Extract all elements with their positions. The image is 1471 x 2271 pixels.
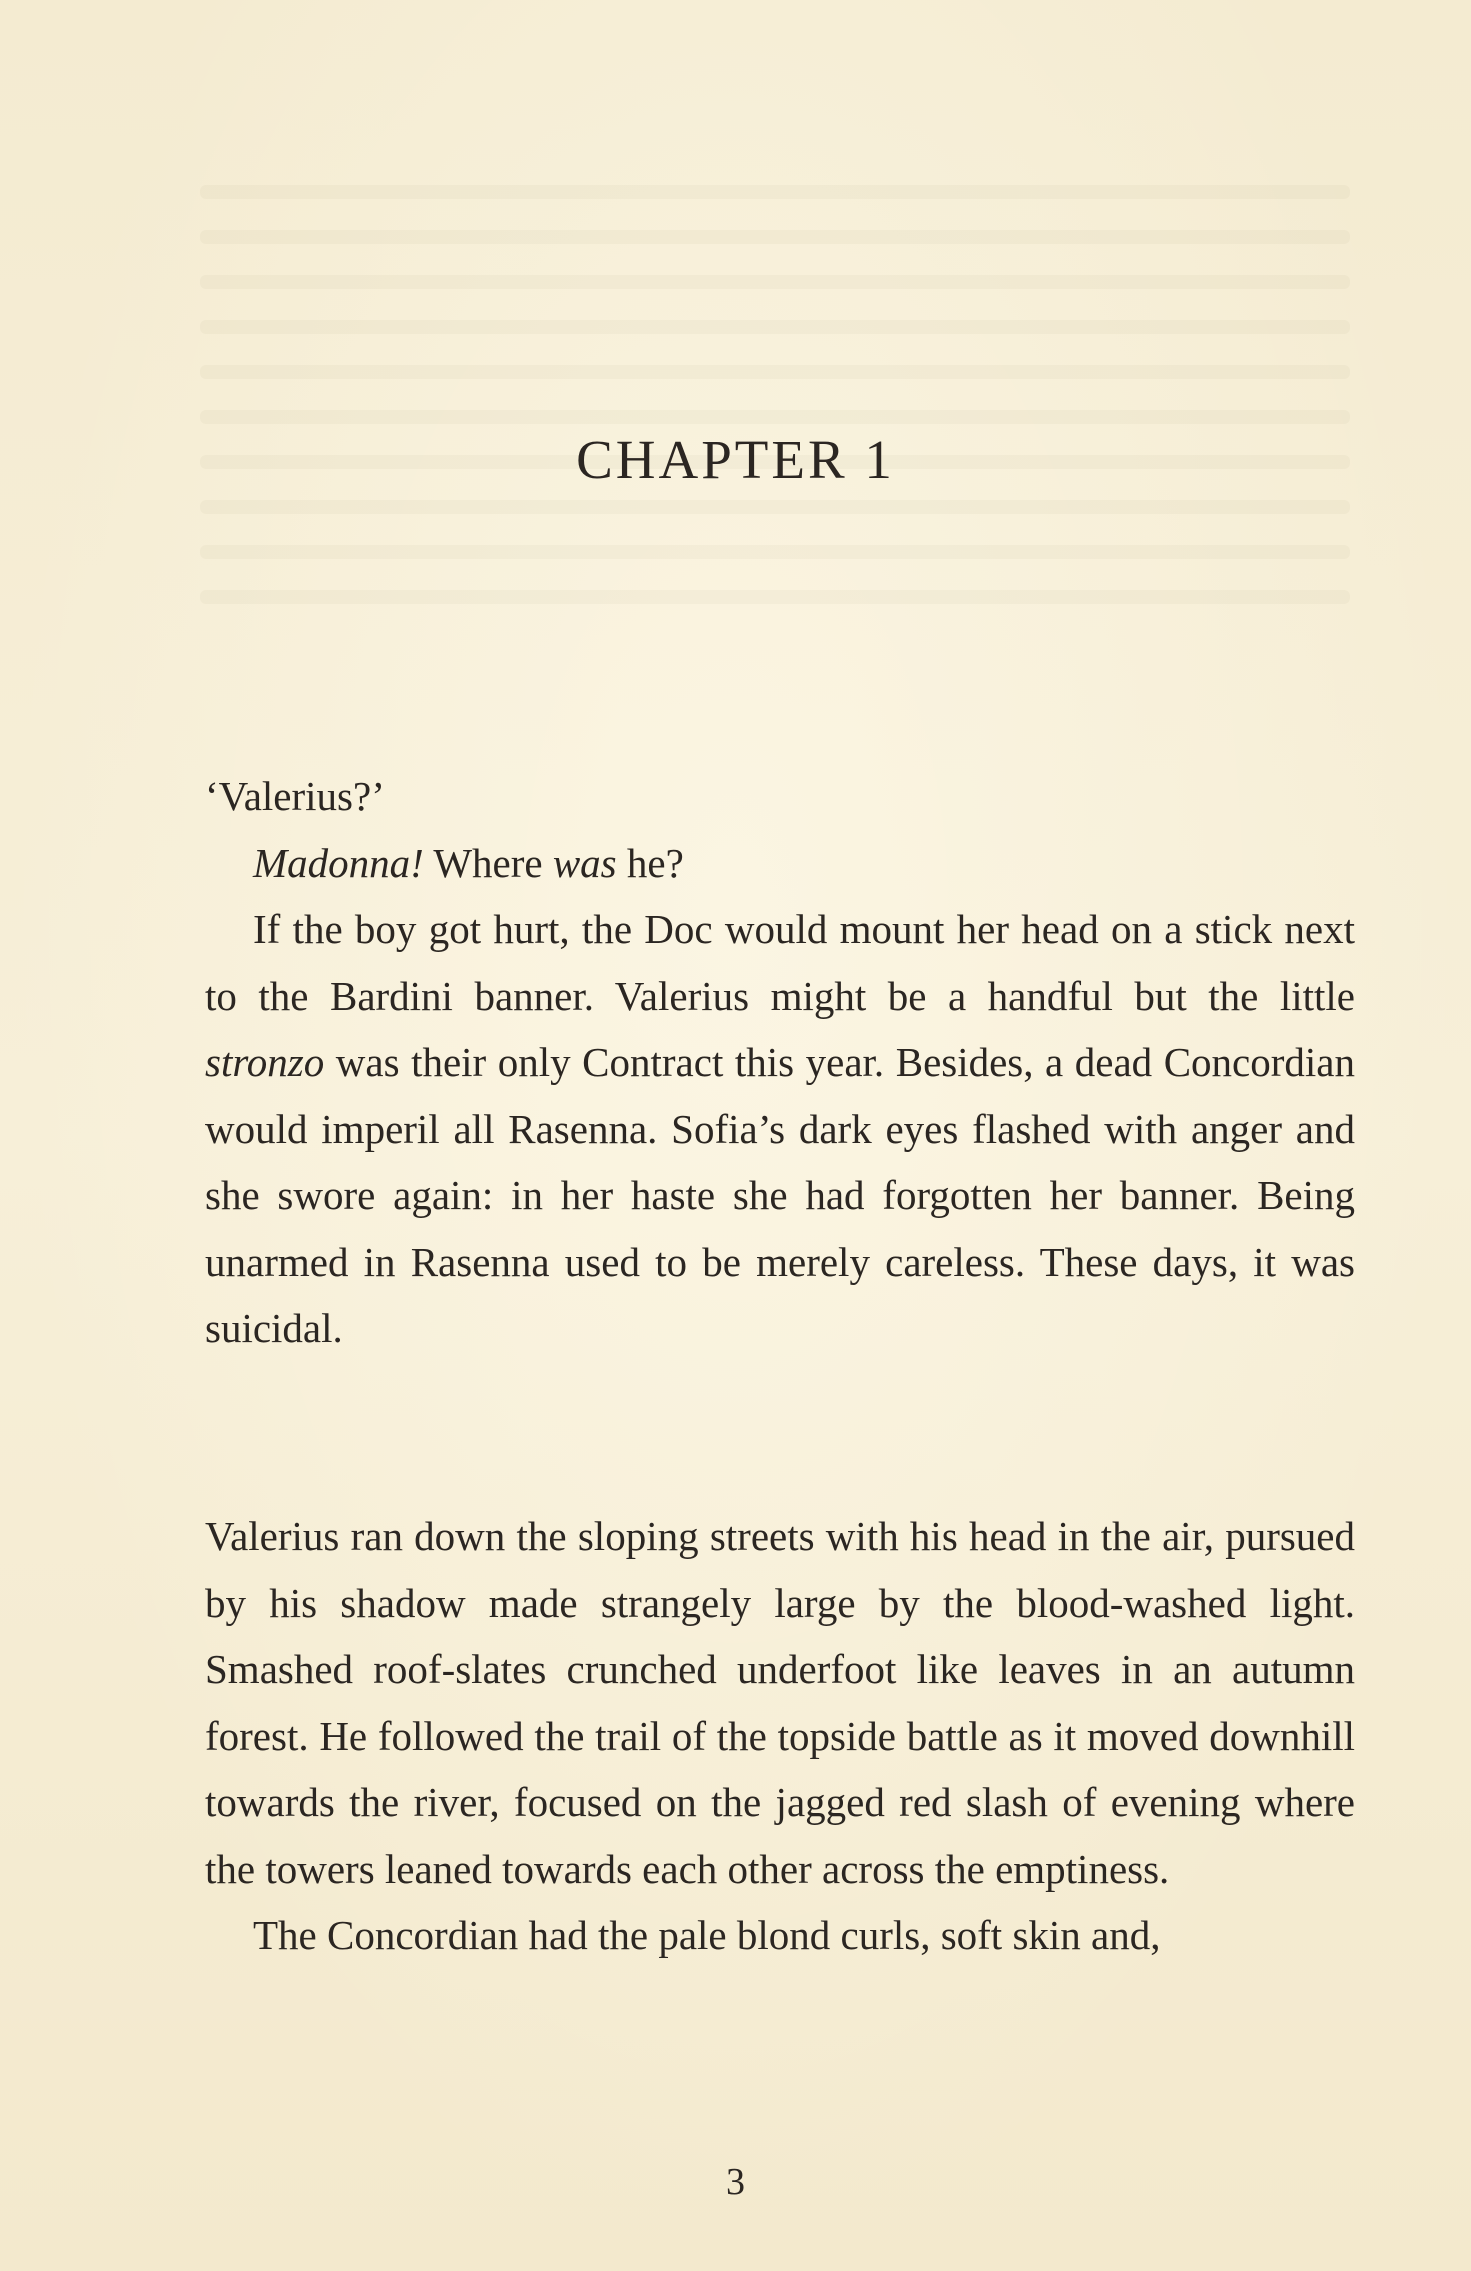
paragraph — [205, 896, 1355, 1362]
chapter-title: CHAPTER 1 — [576, 429, 895, 490]
text-run: was their only Contract this year. Besides, a dead Concordian would imperil all Rasenna. Sofia’s dark eyes flashed with anger and she swore again: in her haste she had forgotten her banner. Being unarmed in Rasenna used to be merely careless. These days, it was suicidal. — [205, 1039, 1355, 1351]
show-through-line — [200, 590, 1350, 604]
section-two — [205, 1503, 1355, 1969]
section-one — [205, 763, 1355, 1362]
paragraph: The Concordian had the pale blond curls, soft skin and, — [253, 1912, 1161, 1958]
page-number: 3 — [726, 2161, 745, 2203]
show-through-line — [200, 410, 1350, 424]
paragraph — [205, 830, 1355, 897]
text-run: If the boy got hurt, the Doc would mount her head on a stick next to the Bardini banner. Valerius might be a handful but the little — [205, 906, 1355, 1019]
text-run: he? — [616, 839, 684, 886]
show-through-line — [200, 500, 1350, 514]
italic-word: was — [552, 839, 617, 886]
italic-word: stronzo — [205, 1039, 325, 1085]
show-through-line — [200, 230, 1350, 244]
show-through-line — [200, 545, 1350, 559]
show-through-line — [200, 275, 1350, 289]
italic-word: Madonna! — [253, 839, 424, 886]
paragraph: ‘Valerius?’ — [205, 773, 385, 819]
show-through-line — [200, 365, 1350, 379]
text-run: Where — [423, 839, 553, 886]
show-through-line — [200, 185, 1350, 199]
show-through-line — [200, 320, 1350, 334]
paragraph: Valerius ran down the sloping streets with his head in the air, pursued by his shadow made strangely large by the blood-washed light. Smashed roof-slates crunched underfoot like leaves in an autumn forest. He followed the trail of the topside battle as it moved downhill towards the river, focused on the jagged red slash of evening where the towers leaned towards each other across the emptiness. — [205, 1513, 1355, 1892]
